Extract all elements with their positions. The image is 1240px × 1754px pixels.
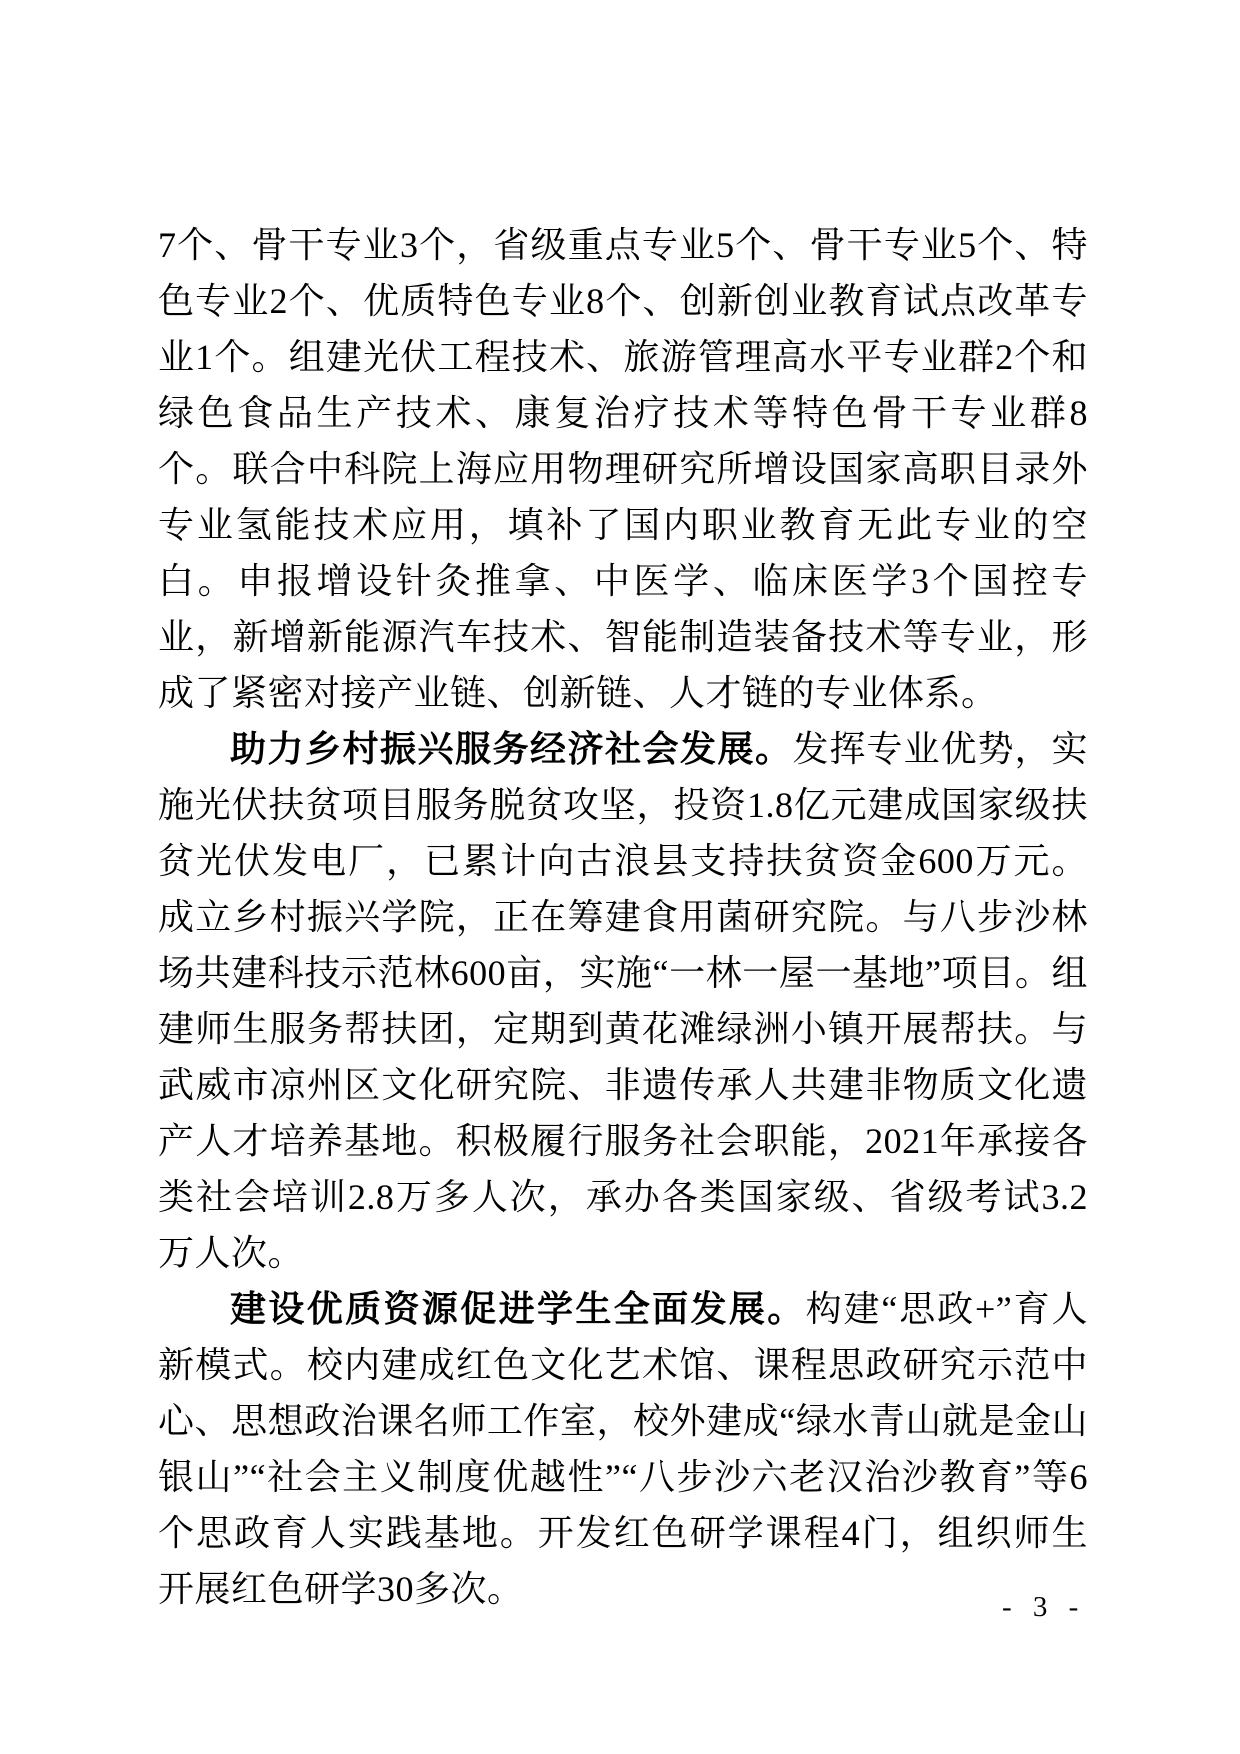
paragraph-quality-resources [158,1281,1088,1617]
paragraph-bold-lead: 助力乡村振兴服务经济社会发展。 [230,728,793,769]
paragraph-text: 构建“思政+”育人新模式。校内建成红色文化艺术馆、课程思政研究示范中心、思想政治课名师工作室，校外建成“绿水青山就是金山银山”“社会主义制度优越性”“八步沙六老汉治沙教育”等6个思政育人实践基地。开发红色研学课程4门，组织师生开展红色研学30多次。 [158,1289,1088,1609]
document-body [158,217,1088,1617]
paragraph-bold-lead: 建设优质资源促进学生全面发展。 [230,1288,806,1329]
paragraph-text: 发挥专业优势，实施光伏扶贫项目服务脱贫攻坚，投资1.8亿元建成国家级扶贫光伏发电厂，已累计向古浪县支持扶贫资金600万元。成立乡村振兴学院，正在筹建食用菌研究院。与八步沙林场共建科技示范林600亩，实施“一林一屋一基地”项目。组建师生服务帮扶团，定期到黄花滩绿洲小镇开展帮扶。与武威市凉州区文化研究院、非遗传承人共建非物质文化遗产人才培养基地。积极履行服务社会职能，2021年承接各类社会培训2.8万多人次，承办各类国家级、省级考试3.2万人次。 [158,729,1088,1273]
paragraph-rural-revitalization [158,721,1088,1281]
paragraph-text: 7个、骨干专业3个，省级重点专业5个、骨干专业5个、特色专业2个、优质特色专业8个、创新创业教育试点改革专业1个。组建光伏工程技术、旅游管理高水平专业群2个和绿色食品生产技术、康复治疗技术等特色骨干专业群8个。联合中科院上海应用物理研究所增设国家高职目录外专业氢能技术应用，填补了国内职业教育无此专业的空白。申报增设针灸推拿、中医学、临床医学3个国控专业，新增新能源汽车技术、智能制造装备技术等专业，形成了紧密对接产业链、创新链、人才链的专业体系。 [158,225,1088,713]
page-number: - 3 - [1002,1591,1086,1623]
paragraph-continuation [158,217,1088,721]
